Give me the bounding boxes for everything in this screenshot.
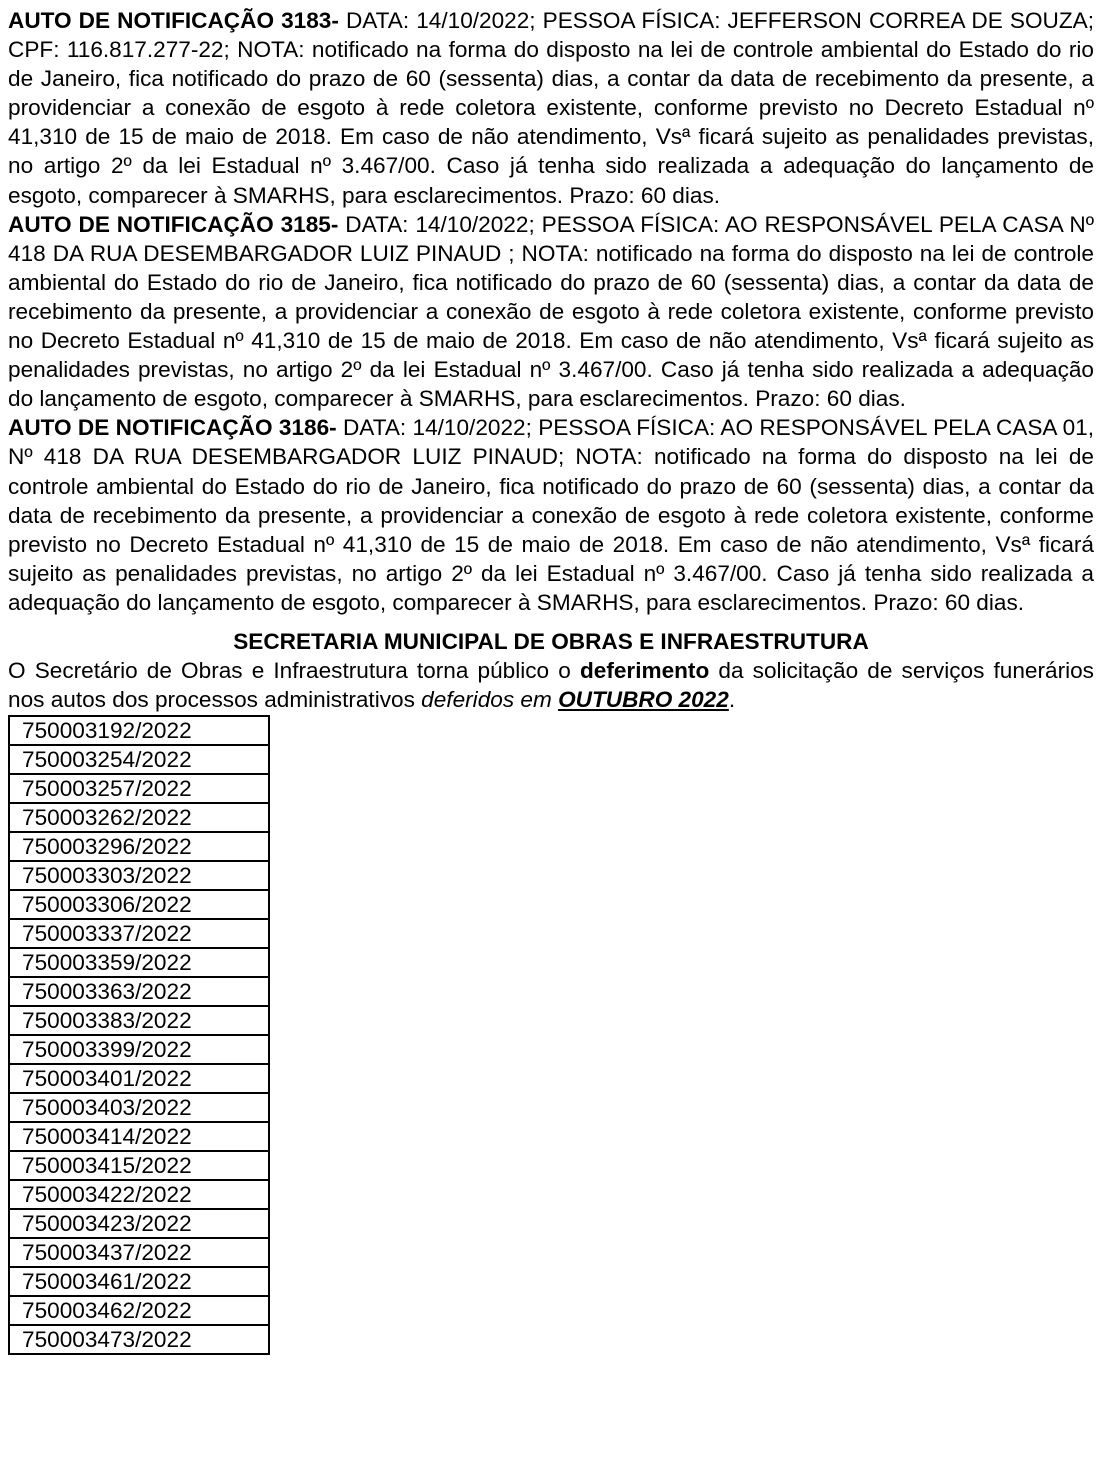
process-number: 750003473/2022 (9, 1325, 269, 1354)
table-row (9, 977, 269, 1006)
process-table (8, 715, 270, 1355)
process-number: 750003363/2022 (9, 977, 269, 1006)
table-row (9, 1151, 269, 1180)
process-number: 750003303/2022 (9, 861, 269, 890)
process-number: 750003192/2022 (9, 716, 269, 745)
table-row (9, 716, 269, 745)
notice-title: AUTO DE NOTIFICAÇÃO 3183- (8, 8, 339, 33)
table-row (9, 1325, 269, 1354)
notice-title: AUTO DE NOTIFICAÇÃO 3185- (8, 211, 339, 237)
intro-end: . (728, 686, 736, 712)
process-number: 750003403/2022 (9, 1093, 269, 1122)
process-number: 750003383/2022 (9, 1006, 269, 1035)
table-row (9, 1180, 269, 1209)
table-row (9, 1064, 269, 1093)
table-row (9, 1267, 269, 1296)
process-number: 750003401/2022 (9, 1064, 269, 1093)
process-number: 750003337/2022 (9, 919, 269, 948)
process-number: 750003306/2022 (9, 890, 269, 919)
section-intro (8, 656, 1094, 714)
notice-3183 (8, 6, 1094, 210)
notice-body: DATA: 14/10/2022; PESSOA FÍSICA: AO RESPONSÁVEL PELA CASA Nº 418 DA RUA DESEMBARGADOR LUIZ PINAUD ; NOTA: notificado na forma do disposto na lei de controle ambiental do Estado do rio de Janeiro, fica notificado do prazo de 60 (sessenta) dias, a contar da data de recebimento da presente, a providenciar a conexão de esgoto à rede coletora existente, conforme previsto no Decreto Estadual nº 41,310 de 15 de maio de 2018. Em caso de não atendimento, Vsª ficará sujeito as penalidades previstas, no artigo 2º da lei Estadual nº 3.467/00. Caso já tenha sido realizada a adequação do lançamento de esgoto, comparecer à SMARHS, para esclarecimentos. Prazo: 60 dias. (8, 211, 1094, 412)
process-number: 750003422/2022 (9, 1180, 269, 1209)
process-number: 750003461/2022 (9, 1267, 269, 1296)
process-number: 750003462/2022 (9, 1296, 269, 1325)
section-heading: SECRETARIA MUNICIPAL DE OBRAS E INFRAESTRUTURA (233, 628, 869, 654)
process-number: 750003437/2022 (9, 1238, 269, 1267)
table-row (9, 1006, 269, 1035)
notice-3185 (8, 210, 1094, 414)
table-row (9, 1035, 269, 1064)
intro-bold: deferimento (579, 657, 710, 683)
process-number: 750003296/2022 (9, 832, 269, 861)
notice-3186 (8, 413, 1094, 617)
process-number: 750003414/2022 (9, 1122, 269, 1151)
notice-body: DATA: 14/10/2022; PESSOA FÍSICA: AO RESPONSÁVEL PELA CASA 01, Nº 418 DA RUA DESEMBARGADOR LUIZ PINAUD; NOTA: notificado na forma do disposto na lei de controle ambiental do Estado do rio de Janeiro, fica notificado do prazo de 60 (sessenta) dias, a contar da data de recebimento da presente, a providenciar a conexão de esgoto à rede coletora existente, conforme previsto no Decreto Estadual nº 41,310 de 15 de maio de 2018. Em caso de não atendimento, Vsª ficará sujeito as penalidades previstas, no artigo 2º da lei Estadual nº 3.467/00. Caso já tenha sido realizada a adequação do lançamento de esgoto, comparecer à SMARHS, para esclarecimentos. Prazo: 60 dias. (8, 415, 1094, 615)
table-row (9, 948, 269, 977)
table-row (9, 803, 269, 832)
process-number: 750003359/2022 (9, 948, 269, 977)
process-number: 750003399/2022 (9, 1035, 269, 1064)
table-row (9, 890, 269, 919)
table-row (9, 1296, 269, 1325)
table-row (9, 745, 269, 774)
process-number: 750003257/2022 (9, 774, 269, 803)
process-number: 750003415/2022 (9, 1151, 269, 1180)
table-row (9, 774, 269, 803)
table-row (9, 919, 269, 948)
notice-title: AUTO DE NOTIFICAÇÃO 3186- (8, 415, 337, 441)
intro-italic: deferidos em (421, 686, 559, 712)
table-row (9, 1238, 269, 1267)
process-number: 750003254/2022 (9, 745, 269, 774)
table-row (9, 861, 269, 890)
intro-month: OUTUBRO 2022 (558, 686, 729, 712)
table-row (9, 1122, 269, 1151)
table-row (9, 832, 269, 861)
process-number: 750003262/2022 (9, 803, 269, 832)
intro-text: O Secretário de Obras e Infraestrutura torna público o (8, 657, 580, 683)
notice-body: DATA: 14/10/2022; PESSOA FÍSICA: JEFFERSON CORREA DE SOUZA; CPF: 116.817.277-22; NOTA: notificado na forma do disposto na lei de controle ambiental do Estado do rio de Janeiro, fica notificado do prazo de 60 (sessenta) dias, a contar da data de recebimento da presente, a providenciar a conexão de esgoto à rede coletora existente, conforme previsto no Decreto Estadual nº 41,310 de 15 de maio de 2018. Em caso de não atendimento, Vsª ficará sujeito as penalidades previstas, no artigo 2º da lei Estadual nº 3.467/00. Caso já tenha sido realizada a adequação do lançamento de esgoto, comparecer à SMARHS, para esclarecimentos. Prazo: 60 dias. (8, 8, 1095, 208)
table-row (9, 1093, 269, 1122)
table-row (9, 1209, 269, 1238)
intro-text-2: da solicitação de serviços funerários nos autos dos processos administrativos (8, 657, 1094, 712)
process-number: 750003423/2022 (9, 1209, 269, 1238)
